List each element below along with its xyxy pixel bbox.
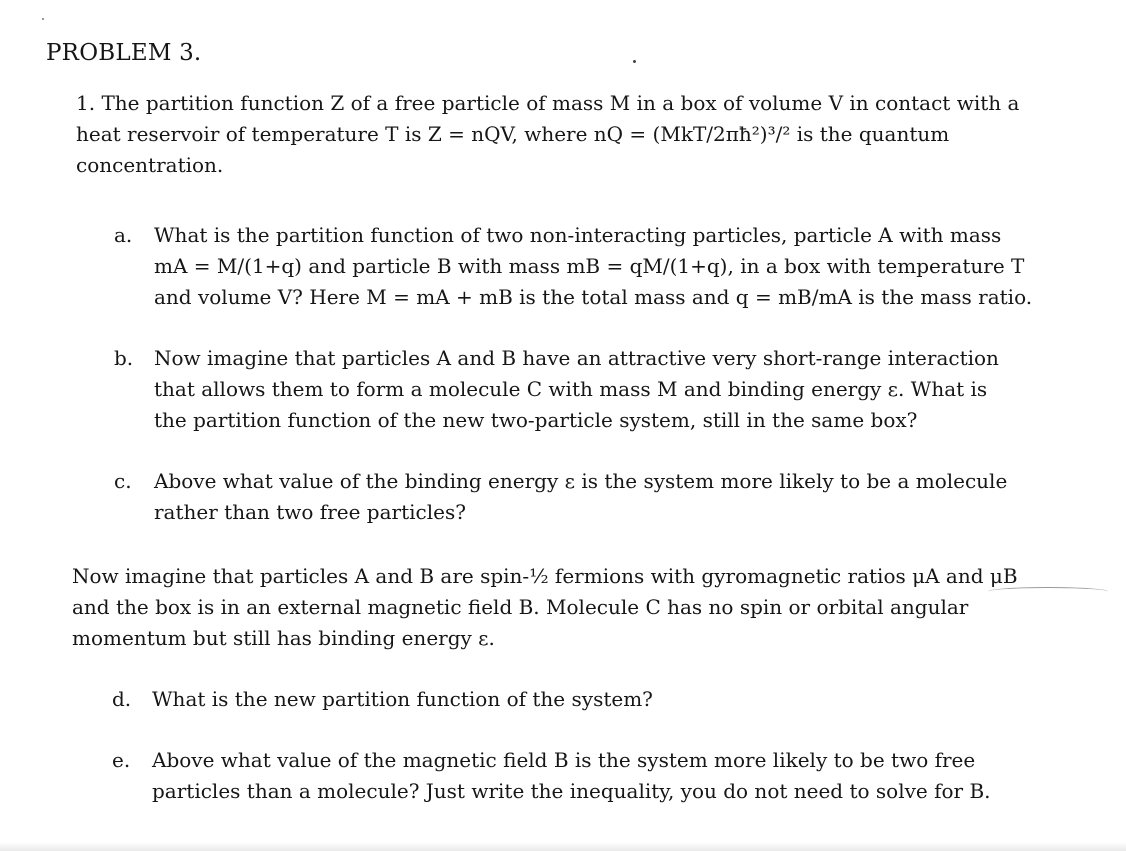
question-line: What is the partition function of two non-interacting particles, particle A with mass [154, 223, 1002, 247]
scan-speck [42, 18, 44, 20]
question-line: Now imagine that particles A and B have an attractive very short-range interaction [154, 346, 999, 370]
spin-paragraph [72, 561, 1112, 654]
intro-line: heat reservoir of temperature T is Z = nQV, where nQ = (MkT/2πħ²)³/² is the quantum [76, 122, 950, 146]
question-line: What is the new partition function of the system? [152, 687, 653, 711]
question-line: rather than two free particles? [154, 500, 466, 524]
question-text [154, 220, 1094, 313]
spin-line: momentum but still has binding energy ε. [72, 626, 495, 650]
question-marker: b. [114, 346, 134, 370]
question-marker: c. [114, 469, 132, 493]
spin-line: Now imagine that particles A and B are spin-½ fermions with gyromagnetic ratios μA and μB [72, 564, 1018, 588]
question-line: that allows them to form a molecule C with mass M and binding energy ε. What is [154, 377, 988, 401]
question-text [154, 466, 1094, 528]
question-text [152, 745, 1092, 807]
question-line: particles than a molecule? Just write the inequality, you do not need to solve for B. [152, 779, 991, 803]
question-marker: e. [112, 748, 131, 772]
intro-line: 1. The partition function Z of a free particle of mass M in a box of volume V in contact with a [76, 91, 1020, 115]
intro-line: concentration. [76, 153, 224, 177]
intro-paragraph [76, 88, 1106, 181]
question-text [154, 343, 1094, 436]
scan-speck [633, 60, 636, 63]
spin-line: and the box is in an external magnetic field B. Molecule C has no spin or orbital angular [72, 595, 969, 619]
question-text [152, 684, 1092, 715]
scan-edge [0, 842, 1126, 851]
question-line: the partition function of the new two-particle system, still in the same box? [154, 408, 918, 432]
question-line: and volume V? Here M = mA + mB is the total mass and q = mB/mA is the mass ratio. [154, 285, 1033, 309]
question-line: Above what value of the binding energy ε is the system more likely to be a molecule [154, 469, 1008, 493]
question-line: Above what value of the magnetic field B is the system more likely to be two free [152, 748, 976, 772]
question-line: mA = M/(1+q) and particle B with mass mB = qM/(1+q), in a box with temperature T [154, 254, 1025, 278]
question-marker: d. [112, 687, 132, 711]
pen-mark [988, 587, 1108, 596]
problem-heading: PROBLEM 3. [46, 40, 202, 66]
question-marker: a. [114, 223, 133, 247]
